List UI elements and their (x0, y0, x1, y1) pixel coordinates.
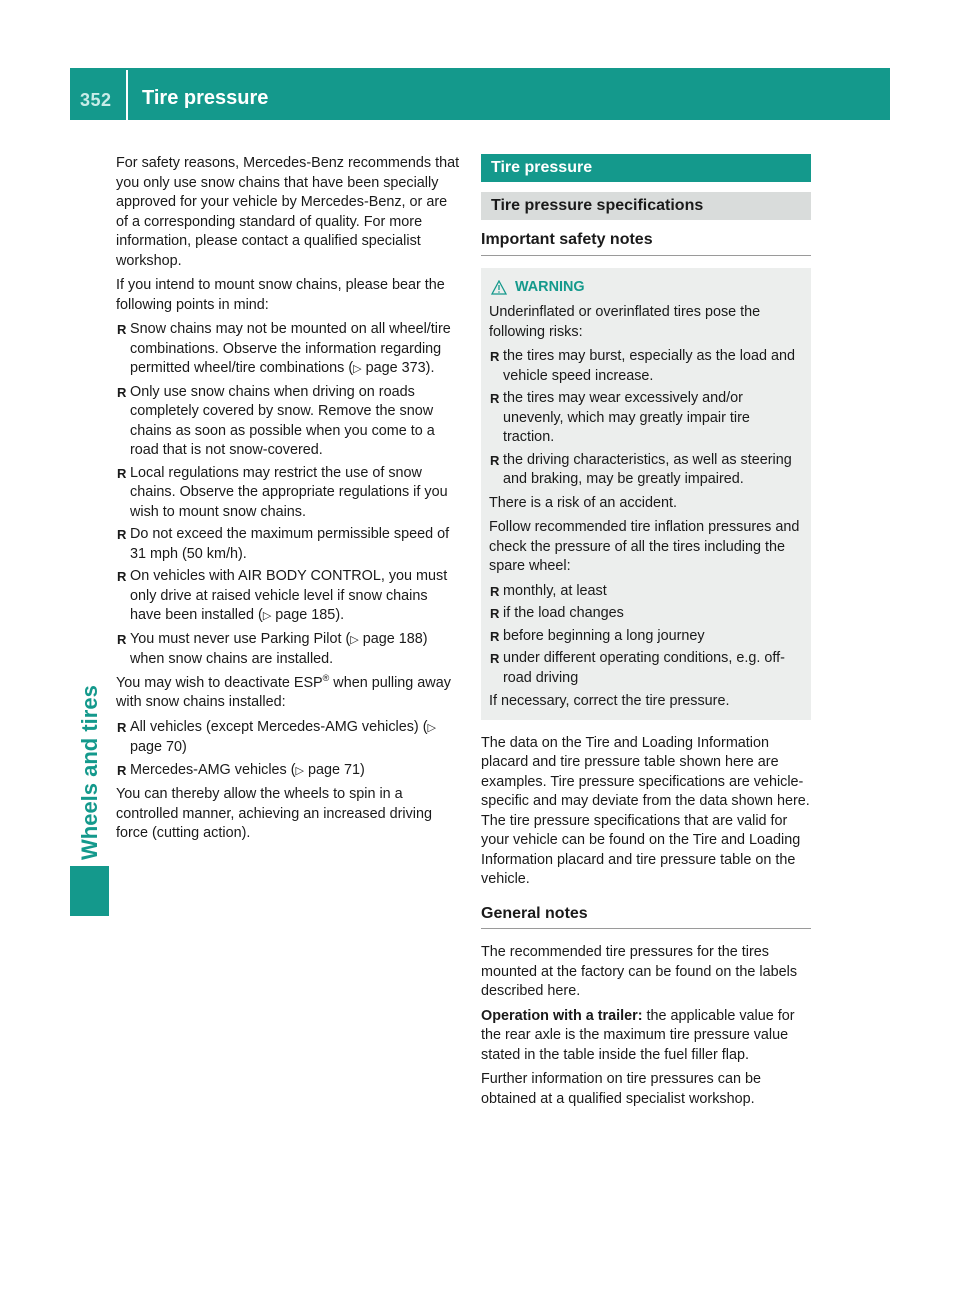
cutting-action-paragraph: You can thereby allow the wheels to spin in a controlled manner, achieving an increased driving force (cutting action). (116, 786, 432, 841)
list-item: R the tires may wear excessively and/or unevenly, which may greatly impair tire traction. (490, 390, 750, 445)
page-number: 352 (80, 90, 112, 110)
warning-risk-list (489, 347, 803, 490)
warning-intro: Underinflated or overinflated tires pose the following risks: (489, 304, 761, 340)
bullet-icon: R (490, 452, 500, 468)
warning-label: WARNING (515, 278, 585, 295)
snow-chain-list (116, 320, 462, 670)
bullet-icon: R (117, 384, 127, 400)
page-ref-arrow-icon: ▷ (295, 764, 305, 777)
further-info-paragraph: Further information on tire pressures can be obtained at a qualified specialist workshop. (481, 1071, 761, 1107)
list-item: R Only use snow chains when driving on roads completely covered by snow. Remove the snow chains as soon as possible when you come to a road that is not snow-covered. (117, 383, 435, 458)
registered-mark: ® (322, 672, 330, 683)
list-item: R Mercedes-AMG vehicles (▷ page 71) (116, 761, 462, 782)
page-ref-link[interactable]: page 70 (130, 739, 183, 755)
list-item: R On vehicles with AIR BODY CONTROL, you must only drive at raised vehicle level if snow chains have been installed (▷ page 185). (117, 568, 448, 623)
warning-accident: There is a risk of an accident. (489, 494, 677, 511)
esp-paragraph: You may wish to deactivate ESP® when pulling away with snow chains installed: (116, 672, 451, 710)
bullet-icon: R (490, 606, 500, 621)
bullet-icon: R (117, 762, 127, 778)
warning-triangle-icon (491, 280, 507, 295)
section-title-bar: Tire pressure (481, 154, 811, 182)
recommended-pressures-paragraph: The recommended tire pressures for the tires mounted at the factory can be found on the labels described here. (481, 944, 798, 999)
warning-header (491, 278, 803, 298)
warning-check-list (489, 582, 803, 689)
bullet-icon: R (490, 628, 500, 644)
list-item: R the driving characteristics, as well as steering and braking, may be greatly impaired. (490, 451, 792, 487)
side-tab-block (70, 866, 109, 916)
list-item: R Do not exceed the maximum permissible speed of 31 mph (50 km/h). (117, 526, 450, 562)
page-ref-arrow-icon: ▷ (350, 633, 359, 646)
list-item: R You must never use Parking Pilot (▷ page 188) when snow chains are installed. (117, 630, 428, 667)
bullet-icon: R (490, 583, 500, 599)
bullet-icon: R (117, 465, 127, 481)
list-item: R Local regulations may restrict the use of snow chains. Observe the appropriate regulations if you wish to mount snow chains. (117, 464, 448, 520)
bullet-icon: R (117, 631, 127, 647)
heading-important-safety-notes: Important safety notes (481, 230, 811, 256)
heading-general-notes: General notes (481, 904, 811, 930)
mount-intro-paragraph: If you intend to mount snow chains, please bear the following points in mind: (116, 277, 445, 313)
page-title: Tire pressure (142, 87, 269, 109)
left-column (116, 154, 462, 849)
side-chapter-label: Wheels and tires (77, 685, 102, 860)
list-item: R monthly, at least (489, 582, 803, 602)
list-item: R the tires may burst, especially as the load and vehicle speed increase. (490, 348, 795, 384)
page-ref-link[interactable]: page 188 (362, 630, 423, 647)
bullet-icon: R (490, 651, 500, 666)
bullet-icon: R (117, 527, 127, 542)
right-column (481, 154, 811, 1114)
trailer-paragraph: Operation with a trailer: the applicable value for the rear axle is the maximum tire pressure value stated in the table inside the fuel filler flap. (481, 1007, 795, 1063)
page-ref-link[interactable]: page 185 (275, 607, 336, 623)
placard-paragraph: The data on the Tire and Loading Information placard and tire pressure table shown here are examples. Tire pressure specifications are vehicle-specific and may deviate from the data shown here. The tire pressure specifications that are valid for your vehicle can be found on the Tire and Loading Information placard and tire pressure table on the vehicle. (481, 734, 810, 887)
bullet-icon: R (117, 719, 127, 735)
page-ref-link[interactable]: page 71 (308, 761, 361, 778)
bullet-icon: R (117, 569, 127, 584)
list-item: R under different operating conditions, e.g. off-road driving (490, 650, 785, 686)
warning-correct: If necessary, correct the tire pressure. (489, 693, 730, 709)
warning-follow: Follow recommended tire inflation pressures and check the pressure of all the tires including the spare wheel: (489, 519, 800, 574)
bullet-icon: R (117, 322, 127, 337)
header-divider (126, 70, 128, 120)
intro-paragraph: For safety reasons, Mercedes-Benz recommends that you only use snow chains that have been specially approved for your vehicle by Mercedes-Benz, or are of a corresponding standard of quality. For more information, please contact a qualified specialist workshop. (116, 155, 460, 269)
page-ref-arrow-icon: ▷ (262, 610, 272, 622)
esp-list (116, 718, 462, 782)
subsection-title-bar: Tire pressure specifications (481, 192, 811, 220)
bullet-icon: R (490, 349, 500, 364)
list-item: R before beginning a long journey (489, 627, 803, 647)
list-item: R if the load changes (489, 604, 803, 624)
bullet-icon: R (490, 391, 500, 406)
list-item: R Snow chains may not be mounted on all wheel/tire combinations. Observe the information regarding permitted wheel/tire combinations (▷ page 373). (117, 321, 451, 376)
warning-box (481, 268, 811, 720)
page-ref-arrow-icon: ▷ (427, 721, 436, 734)
page-ref-link[interactable]: page 373 (365, 360, 426, 376)
list-item: R All vehicles (except Mercedes-AMG vehicles) (▷ page 70) (117, 718, 436, 755)
page-ref-arrow-icon: ▷ (353, 363, 362, 375)
